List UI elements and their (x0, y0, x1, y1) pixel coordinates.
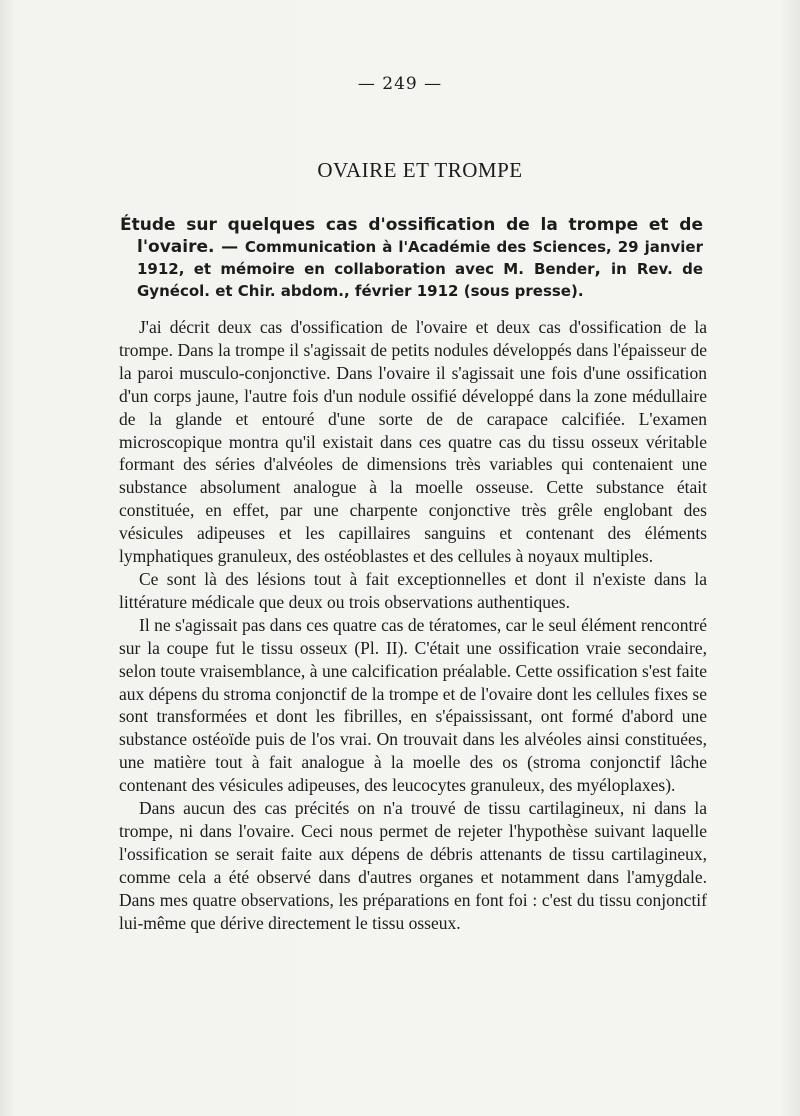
reference-in-label: in (610, 260, 627, 278)
reference-paragraph: Étude sur quelques cas d'ossification de la trompe et de l'ovaire. — Communication à l'Académie des Sciences, 29 janvier 1912, et mémoire en collaboration avec M. Bender, in Rev. de Gynécol. et Chir. abdom., février 1912 (sous presse). (120, 215, 703, 300)
paragraph: Il ne s'agissait pas dans ces quatre cas de tératomes, car le seul élément rencontré sur la coupe fut le tissu osseux (Pl. II). C'était une ossification vraie secondaire, selon toute vraisemblance, à une calcification préalable. Cette ossification s'est faite aux dépens du stroma conjonctif de la trompe et de l'ovaire dont les cellules fixes se sont transformées et dont les fibrilles, en s'épaississant, ont formé d'abord une substance ostéoïde puis de l'os vrai. On trouvait dans les alvéoles ainsi constituées, une matière tout à fait analogue à la moelle des os (stroma conjonctif lâche contenant des vésicules adipeuses, des leucocytes granuleux, des myéloplaxes). (119, 614, 707, 796)
reference-note-end: , février 1912 (sous presse). (344, 282, 584, 300)
reference-journal: Rev. de Gynécol. et Chir. abdom. (137, 260, 703, 300)
reference-note-start: Communication à l'Académie des Sciences, 29 janvier 1912, et mémoire en collaboration avec M. (137, 238, 703, 278)
reference-entry (120, 214, 703, 302)
page-number: — 249 — (357, 74, 443, 94)
body-text (119, 316, 707, 934)
paragraph: Dans aucun des cas précités on n'a trouvé de tissu cartilagineux, ni dans la trompe, ni dans l'ovaire. Ceci nous permet de rejeter l'hypothèse suivant laquelle l'ossification se serait faite aux dépens de débris attenants de tissu cartilagineux, comme cela a été observé dans d'autres organes et notamment dans l'amygdale. Dans mes quatre observations, les préparations en font foi : c'est du tissu conjonctif lui-même que dérive directement le tissu osseux. (119, 798, 707, 933)
paragraph: Ce sont là des lésions tout à fait exceptionnelles et dont il n'existe dans la littérature médicale que deux ou trois observations authentiques. (119, 568, 707, 612)
paragraph: J'ai décrit deux cas d'ossification de l'ovaire et deux cas d'ossification de la trompe. Dans la trompe il s'agissait de petits nodules développés dans l'épaisseur de la paroi musculo-conjonctive. Dans l'ovaire il s'agissait une fois d'une ossification d'un corps jaune, l'autre fois d'un nodule ossifié développé dans la zone médullaire de la glande et entouré d'une sorte de de carapace calcifiée. L'examen microscopique montra qu'il existait dans ces quatre cas du tissu osseux véritable formant des séries d'alvéoles de dimensions très variables qui contenaient une substance absolument analogue à la moelle osseuse. Cette substance était constituée, en effet, par une charpente conjonctive très grêle englobant des vésicules adipeuses et les capillaires sanguins et contenant des éléments lymphatiques granuleux, des ostéoblastes et des cellules à noyaux multiples. (119, 317, 707, 567)
section-title: OVAIRE ET TROMPE (317, 158, 523, 182)
reference-author: Bender (533, 260, 595, 278)
reference-title: Étude sur quelques cas d'ossification de la trompe et de l'ovaire. — (120, 215, 703, 257)
